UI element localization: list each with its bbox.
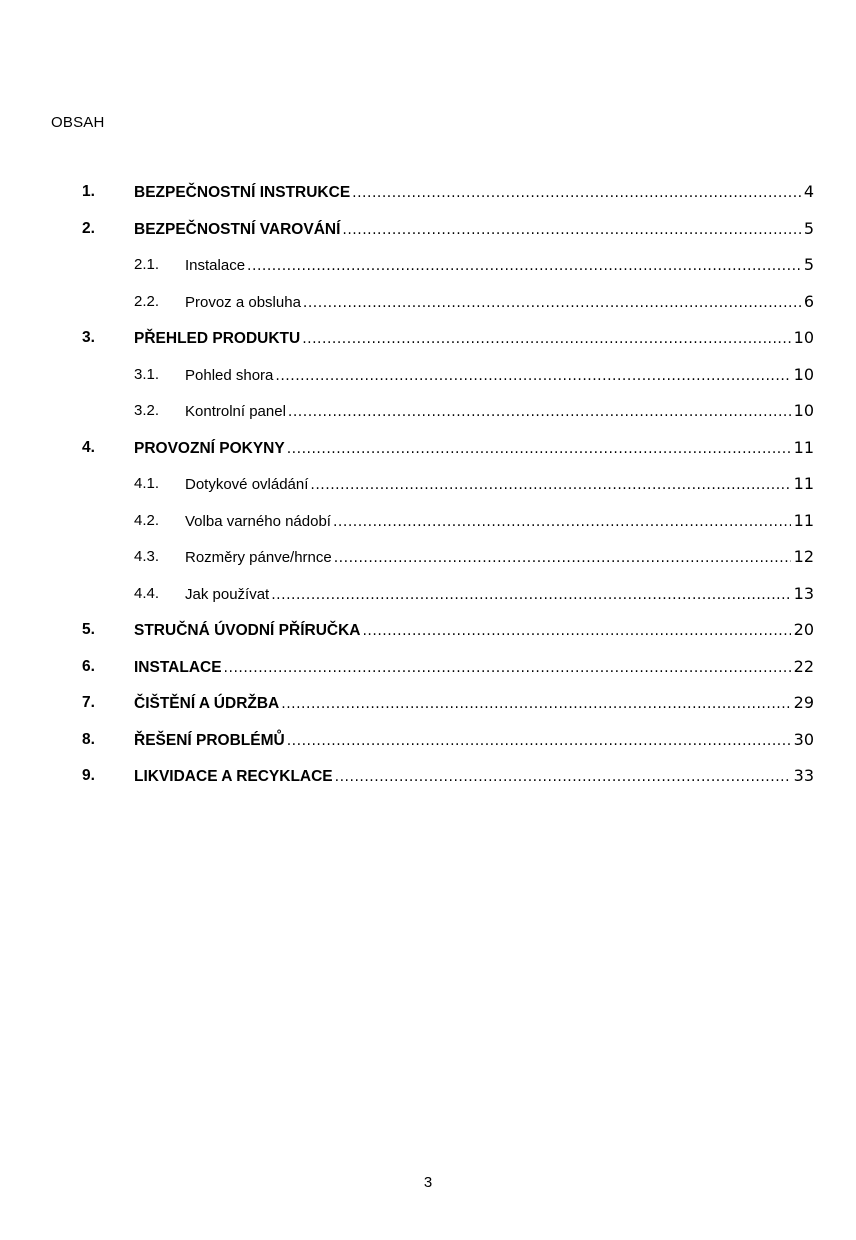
toc-entry-page: 33 (793, 766, 814, 785)
toc-entry[interactable] (0, 619, 856, 641)
toc-entry-title: INSTALACE (134, 659, 222, 676)
toc-entry-page: 5 (803, 219, 814, 238)
toc-entry-number: 4.4. (134, 585, 160, 602)
toc-dot-leader (222, 657, 791, 679)
toc-dot-leader (340, 219, 800, 241)
toc-entry-page: 22 (793, 657, 814, 676)
toc-entry-line (185, 400, 814, 423)
toc-subentry[interactable] (0, 583, 856, 605)
toc-entry-number: 2.2. (134, 293, 160, 310)
toc-dot-leader (360, 620, 790, 642)
toc-entry-line (134, 218, 814, 241)
toc-entry-page: 6 (803, 292, 814, 311)
toc-entry-number: 8. (82, 731, 95, 748)
toc-dot-leader (269, 584, 790, 606)
toc-subentry[interactable] (0, 473, 856, 495)
toc-dot-leader (279, 693, 790, 715)
toc-entry-line (185, 473, 814, 496)
toc-entry-line (185, 364, 814, 387)
toc-entry[interactable] (0, 729, 856, 751)
toc-subentry[interactable] (0, 400, 856, 422)
toc-entry-number: 4.2. (134, 512, 160, 529)
toc-entry-number: 9. (82, 767, 95, 784)
toc-entry-title: LIKVIDACE A RECYKLACE (134, 768, 333, 785)
toc-entry-number: 5. (82, 621, 95, 638)
toc-entry-line (134, 181, 814, 204)
toc-subentry[interactable] (0, 364, 856, 386)
toc-entry-title: ŘEŠENÍ PROBLÉMŮ (134, 732, 285, 749)
toc-subentry[interactable] (0, 254, 856, 276)
toc-entry-line (134, 619, 814, 642)
toc-entry-line (134, 692, 814, 715)
toc-entry[interactable] (0, 765, 856, 787)
toc-entry-title: ČIŠTĚNÍ A ÚDRŽBA (134, 695, 280, 712)
toc-entry-page: 12 (793, 547, 814, 566)
toc-entry-line (185, 254, 814, 277)
toc-entry-line (185, 510, 814, 533)
toc-subentry[interactable] (0, 291, 856, 313)
toc-entry-line (134, 656, 814, 679)
toc-heading: OBSAH (51, 114, 105, 131)
toc-entry-number: 2.1. (134, 256, 160, 273)
toc-entry-page: 11 (793, 438, 814, 457)
toc-entry-number: 3. (82, 329, 95, 346)
toc-entry-title: BEZPEČNOSTNÍ VAROVÁNÍ (134, 221, 341, 238)
toc-dot-leader (333, 766, 791, 788)
toc-entry-page: 11 (793, 511, 814, 530)
toc-dot-leader (331, 511, 791, 533)
toc-entry-number: 7. (82, 694, 95, 711)
toc-entry-page: 13 (793, 584, 814, 603)
toc-entry-title: Rozměry pánve/hrnce (185, 549, 332, 566)
toc-entry-number: 4.1. (134, 475, 160, 492)
toc-entry-title: PROVOZNÍ POKYNY (134, 440, 285, 457)
toc-entry-page: 11 (793, 474, 814, 493)
toc-dot-leader (350, 182, 801, 204)
toc-entry-title: Dotykové ovládání (185, 476, 309, 493)
toc-entry-line (185, 546, 814, 569)
toc-entry-line (134, 437, 814, 460)
toc-entry-title: Provoz a obsluha (185, 294, 301, 311)
toc-entry-page: 4 (803, 182, 814, 201)
toc-entry-page: 30 (793, 730, 814, 749)
toc-dot-leader (273, 365, 790, 387)
toc-entry-title: Pohled shora (185, 367, 274, 384)
toc-entry[interactable] (0, 656, 856, 678)
toc-entry[interactable] (0, 437, 856, 459)
toc-entry-line (134, 729, 814, 752)
toc-entry-line (185, 291, 814, 314)
toc-entry-number: 6. (82, 658, 95, 675)
toc-entry-title: Volba varného nádobí (185, 513, 331, 530)
toc-dot-leader (300, 328, 790, 350)
toc-entry[interactable] (0, 181, 856, 203)
toc-dot-leader (301, 292, 801, 314)
toc-entry-title: Jak používat (185, 586, 270, 603)
toc-entry-page: 10 (793, 328, 814, 347)
toc-dot-leader (245, 255, 801, 277)
toc-entry-title: Kontrolní panel (185, 403, 286, 420)
toc-entry-page: 20 (793, 620, 814, 639)
toc-entry-line (134, 327, 814, 350)
toc-entry-page: 10 (793, 365, 814, 384)
toc-entry-title: BEZPEČNOSTNÍ INSTRUKCE (134, 184, 351, 201)
toc-dot-leader (285, 438, 791, 460)
toc-dot-leader (286, 401, 791, 423)
toc-entry-title: STRUČNÁ ÚVODNÍ PŘÍRUČKA (134, 622, 361, 639)
toc-entry-line (134, 765, 814, 788)
page-number: 3 (423, 1174, 433, 1191)
toc-entry-number: 2. (82, 220, 95, 237)
toc-entry-title: Instalace (185, 257, 246, 274)
toc-dot-leader (332, 547, 791, 569)
toc-entry-page: 5 (803, 255, 814, 274)
toc-entry-title: PŘEHLED PRODUKTU (134, 330, 301, 347)
toc-dot-leader (308, 474, 790, 496)
toc-subentry[interactable] (0, 510, 856, 532)
toc-entry[interactable] (0, 327, 856, 349)
toc-entry-line (185, 583, 814, 606)
toc-entry-number: 4.3. (134, 548, 160, 565)
toc-entry-page: 10 (793, 401, 814, 420)
toc-subentry[interactable] (0, 546, 856, 568)
toc-entry-number: 3.1. (134, 366, 160, 383)
toc-entry[interactable] (0, 692, 856, 714)
toc-entry-number: 3.2. (134, 402, 160, 419)
toc-entry-number: 4. (82, 439, 95, 456)
toc-entry-page: 29 (793, 693, 814, 712)
toc-entry-number: 1. (82, 183, 95, 200)
toc-dot-leader (285, 730, 791, 752)
toc-entry[interactable] (0, 218, 856, 240)
